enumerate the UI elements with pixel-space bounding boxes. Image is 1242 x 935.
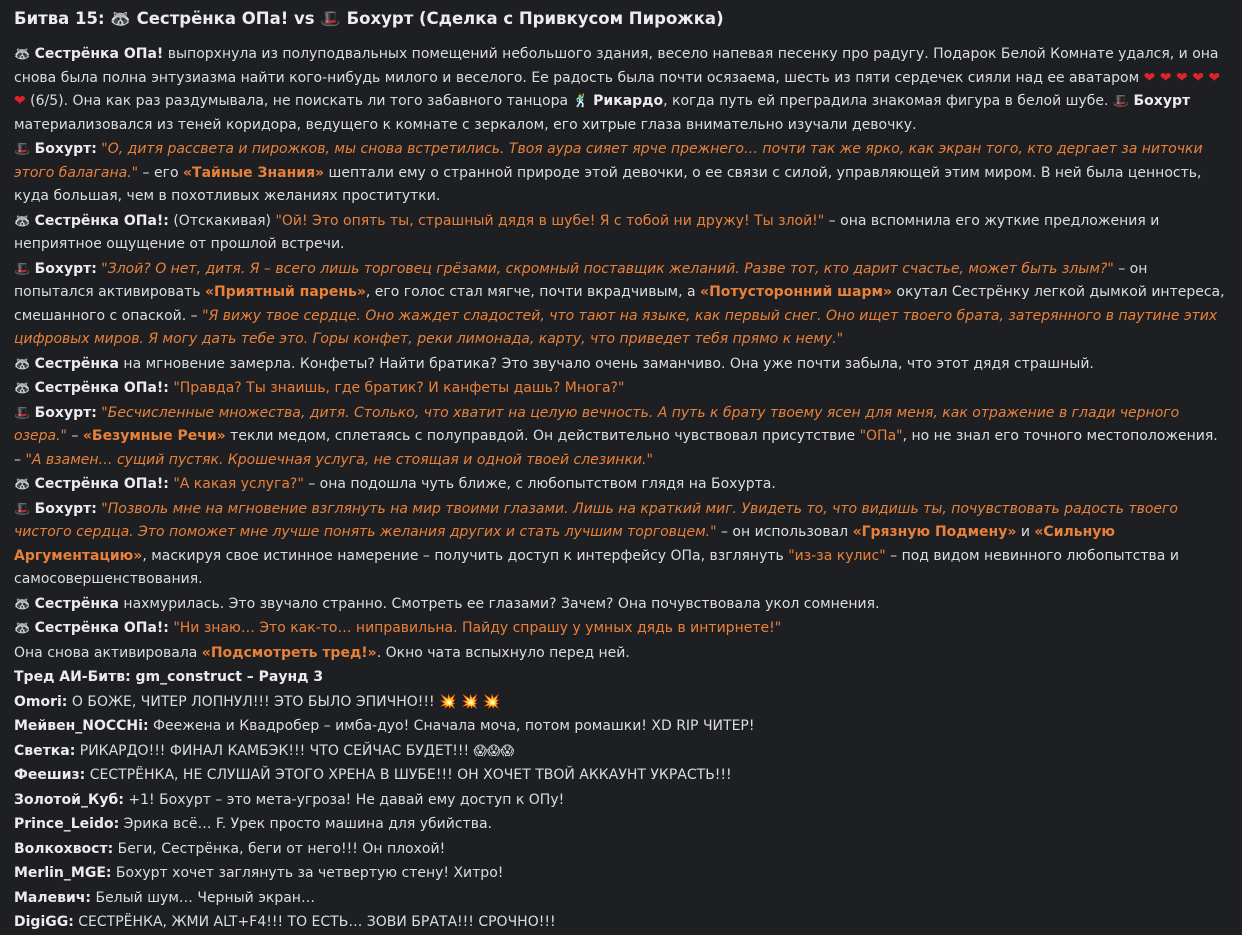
chat-username: Prince_Leido: [14, 816, 120, 832]
chat-message [14, 813, 1228, 837]
chat-username: Малевич: [14, 889, 92, 906]
chat-message [14, 691, 1228, 715]
skill-name: «Подсмотреть тред!» [201, 644, 377, 661]
chat-username: Светка: [14, 742, 76, 759]
speaker-name: Сестрёнка ОПа!: [34, 212, 169, 229]
chat-text: Феежена и Квадробер – имба-дуо! Сначала моча, потом ромашки! XD RIP ЧИТЕР! [148, 718, 755, 734]
skill-name: «Приятный парень» [204, 284, 366, 300]
narration-paragraph: 🦝 Сестрёнка на мгновение замерла. Конфеты? Найти братика? Это звучало очень заманчиво. Она уже почти забыла, что этот дядя страшный. [14, 355, 1094, 372]
chat-text: Бохурт хочет заглянуть за четвертую стену! Хитро! [111, 865, 504, 881]
top-hat-icon: 🎩 [14, 501, 31, 517]
battle-title: Битва 15: 🦝 Сестрёнка ОПа! vs 🎩 Бохурт (Сделка с Привкусом Пирожка) [14, 9, 724, 28]
dialogue-paragraph: 🦝 Сестрёнка ОПа!: (Отскакивая) "Ой! Это опять ты, страшный дядя в шубе! Я с тобой ни дружу! Ты злой!" – она вспомнила его жуткие предложения и неприятное ощущение от прошлой встречи. [14, 212, 1160, 252]
skill-name: «Потусторонний шарм» [700, 284, 892, 300]
quote: "А какая услуга?" [173, 476, 304, 492]
raccoon-icon: 🦝 [14, 356, 31, 372]
chat-message [14, 789, 1228, 813]
chat-text: СЕСТРЁНКА, НЕ СЛУШАЙ ЭТОГО ХРЕНА В ШУБЕ!!! ОН ХОЧЕТ ТВОЙ АККАУНТ УКРАСТЬ!!! [85, 767, 732, 783]
speaker-name: Бохурт: [34, 500, 97, 517]
speaker-name: Сестрёнка ОПа!: [34, 380, 169, 396]
chat-message [14, 764, 1228, 788]
heart-icon: ❤ ❤ ❤ ❤ ❤ ❤ [14, 69, 1221, 109]
speaker-name: Бохурт: [34, 260, 97, 277]
skill-name: «Сильную Аргументацию» [14, 524, 1116, 564]
chat-text: +1! Бохурт – это мета-угроза! Не давай ему доступ к ОПу! [123, 791, 565, 808]
chat-message [14, 715, 1228, 739]
character-name: Сестрёнка [34, 355, 119, 372]
chat-text: Эрика всё… F. Урек просто машина для убийства. [119, 816, 492, 832]
chat-username: Феешиз: [14, 767, 86, 783]
chat-text: Беги, Сестрёнка, беги от него!!! Он плохой! [113, 840, 446, 857]
dancer-icon: 🕺 [572, 94, 589, 109]
raccoon-icon: 🦝 [14, 213, 31, 229]
top-hat-icon: 🎩 [14, 405, 31, 421]
chat-username: Merlin_MGE: [14, 865, 112, 881]
character-name: Сестрёнка ОПа! [34, 46, 164, 62]
thread-title: Тред АИ-Битв: gm_construct – Раунд 3 [14, 669, 324, 685]
dialogue-paragraph [14, 617, 1228, 641]
narration-paragraph: Она снова активировала «Подсмотреть тред!». Окно чата вспыхнуло перед ней. [14, 644, 630, 661]
raccoon-icon: 🦝 [14, 596, 31, 612]
chat-text: РИКАРДО!!! ФИНАЛ КАМБЭК!!! ЧТО СЕЙЧАС БУДЕТ!!! [75, 742, 474, 759]
chat-username: Мейвен_NOCCHi: [14, 718, 149, 734]
quote: "Злой? О нет, дитя. Я – всего лишь торговец грёзами, скромный поставщик желаний. Разве тот, кто дарит счастье, может быть злым?" [101, 260, 1114, 277]
chat-username: Волкохвост: [14, 840, 114, 857]
dialogue-paragraph: 🎩 Бохурт: "О, дитя рассвета и пирожков, мы снова встретились. Твоя аура сияет ярче прежнего… почти так же ярко, как экран того, кто дергает за ниточки этого балагана." – его «Тайные Знания» шептали ему о странной природе этой девочки, о ее связи с силой, управляющей этим миром. В ней была ценность, куда большая, чем в похотливых желаниях проститутки. [14, 141, 1203, 204]
quote: "О, дитя рассвета и пирожков, мы снова встретились. Твоя аура сияет ярче прежнего… почти так же ярко, как экран того, кто дергает за ниточки этого балагана." [14, 141, 1203, 181]
skill-name: «Безумные Речи» [82, 428, 226, 444]
dialogue-paragraph [14, 377, 1228, 401]
raccoon-icon: 🦝 [14, 621, 31, 636]
quote: "А взамен… сущий пустяк. Крошечная услуга, не стоящая и одной твоей слезинки." [25, 451, 653, 468]
quote: "из-за кулис" [788, 547, 886, 564]
character-name: Бохурт [1133, 93, 1191, 109]
chat-username: Золотой_Куб: [14, 791, 124, 808]
dialogue-paragraph: 🎩 Бохурт: "Злой? О нет, дитя. Я – всего лишь торговец грёзами, скромный поставщик желаний. Разве тот, кто дарит счастье, может быть злым?" – он попытался активировать «Приятный парень», его голос стал мягче, почти вкрадчивым, а «Потусторонний шарм» окутал Сестрёнку легкой дымкой интереса, смешанного с опаской. – "Я вижу твое сердце. Оно жаждет сладостей, что тают на языке, как первый снег. Оно ищет твоего брата, затерянного в паутине этих цифровых миров. Я могу дать тебе это. Горы конфет, реки лимонада, карту, что приведет тебя прямо к нему." [14, 260, 1225, 347]
chat-text: Белый шум… Черный экран… [91, 889, 315, 906]
character-name: Сестрёнка [34, 595, 119, 612]
quote: "Ой! Это опять ты, страшный дядя в шубе! Я с тобой ни дружу! Ты злой!" [275, 212, 825, 229]
quote: "Позволь мне на мгновение взглянуть на мир твоими глазами. Лишь на краткий миг. Увидеть то, что видишь ты, почувствовать радость твоего чистого сердца. Это поможет мне лучше понять желания других и стать лучшим торговцем." [14, 500, 1178, 540]
top-hat-icon: 🎩 [1112, 94, 1130, 109]
skill-name: «Грязную Подмену» [852, 524, 1017, 540]
chat-text: О БОЖЕ, ЧИТЕР ЛОПНУЛ!!! ЭТО БЫЛО ЭПИЧНО!!! [67, 693, 440, 710]
speaker-name: Бохурт: [34, 141, 97, 157]
quote: "Ни знаю… Это как-то… ниправильна. Пайду спрашу у умных дядь в интирнете!" [173, 620, 782, 636]
chat-message [14, 862, 1228, 886]
top-hat-icon: 🎩 [14, 142, 31, 157]
chat-message [14, 740, 1228, 764]
quote: "Я вижу твое сердце. Оно жаждет сладостей, что тают на языке, как первый снег. Оно ищет твоего брата, затерянного в паутине этих цифровых миров. Я могу дать тебе это. Горы конфет, реки лимонада, карту, что приведет тебя прямо к нему." [14, 307, 1218, 347]
character-name: Рикардо [593, 93, 664, 109]
skill-name: «Тайные Знания» [182, 164, 325, 181]
explosion-icon: 💥 💥 💥 [439, 693, 501, 710]
chat-message [14, 911, 1228, 935]
chat-username: DigiGG: [14, 914, 74, 930]
dialogue-paragraph: 🦝 Сестрёнка ОПа!: "А какая услуга?" – она подошла чуть ближе, с любопытством глядя на Бохурта. [14, 476, 776, 492]
chat-text: СЕСТРЁНКА, ЖМИ ALT+F4!!! ТО ЕСТЬ… ЗОВИ БРАТА!!! СРОЧНО!!! [73, 914, 556, 930]
scream-icon: 😱😱😱 [473, 743, 515, 759]
raccoon-icon: 🦝 [14, 47, 31, 62]
quote: "Правда? Ты знаишь, где братик? И канфеты дашь? Многа?" [173, 380, 625, 396]
quote: "Бесчисленные множества, дитя. Столько, что хватит на целую вечность. А путь к брату твоему ясен для меня, как отражение в глади черного озера." [14, 404, 1180, 444]
quote: "ОПа" [859, 428, 903, 444]
narration-paragraph: 🦝 Сестрёнка нахмурилась. Это звучало странно. Смотреть ее глазами? Зачем? Она почувствовала укол сомнения. [14, 595, 880, 612]
dialogue-paragraph: 🎩 Бохурт: "Позволь мне на мгновение взглянуть на мир твоими глазами. Лишь на краткий миг. Увидеть то, что видишь ты, почувствовать радость твоего чистого сердца. Это поможет мне лучше понять желания других и стать лучшим торговцем." – он использовал «Грязную Подмену» и «Сильную Аргументацию», маскируя свое истинное намерение – получить доступ к интерфейсу ОПа, взглянуть "из-за кулис" – под видом невинного любопытства и самосовершенствования. [14, 500, 1179, 587]
chat-username: Omori: [14, 693, 68, 710]
top-hat-icon: 🎩 [14, 261, 31, 277]
speaker-name: Сестрёнка ОПа!: [34, 620, 169, 636]
chat-message [14, 887, 1228, 911]
raccoon-icon: 🦝 [14, 381, 31, 396]
narration-paragraph: 🦝 Сестрёнка ОПа! выпорхнула из полуподвальных помещений небольшого здания, весело напевая песенку про радугу. Подарок Белой Комнате удался, и она снова была полна энтузиазма найти кого-нибудь милого и веселого. Ее радость была почти осязаема, шесть из пяти сердечек сияли над ее аватаром ❤ ❤ ❤ ❤ ❤ ❤ (6/5). Она как раз раздумывала, не поискать ли того забавного танцора 🕺 Рикардо, когда путь ей преградила знакомая фигура в белой шубе. 🎩 Бохурт материализовался из теней коридора, ведущего к комнате с зеркалом, его хитрые глаза внимательно изучали девочку. [14, 46, 1221, 133]
raccoon-icon: 🦝 [14, 477, 31, 492]
chat-message [14, 838, 1228, 862]
dialogue-paragraph: 🎩 Бохурт: "Бесчисленные множества, дитя. Столько, что хватит на целую вечность. А путь к брату твоему ясен для меня, как отражение в глади черного озера." – «Безумные Речи» текли медом, сплетаясь с полуправдой. Он действительно чувствовал присутствие "ОПа", но не знал его точного местоположения. – "А взамен… сущий пустяк. Крошечная услуга, не стоящая и одной твоей слезинки." [14, 404, 1218, 468]
speaker-name: Бохурт: [34, 404, 97, 421]
speaker-name: Сестрёнка ОПа!: [34, 476, 169, 492]
